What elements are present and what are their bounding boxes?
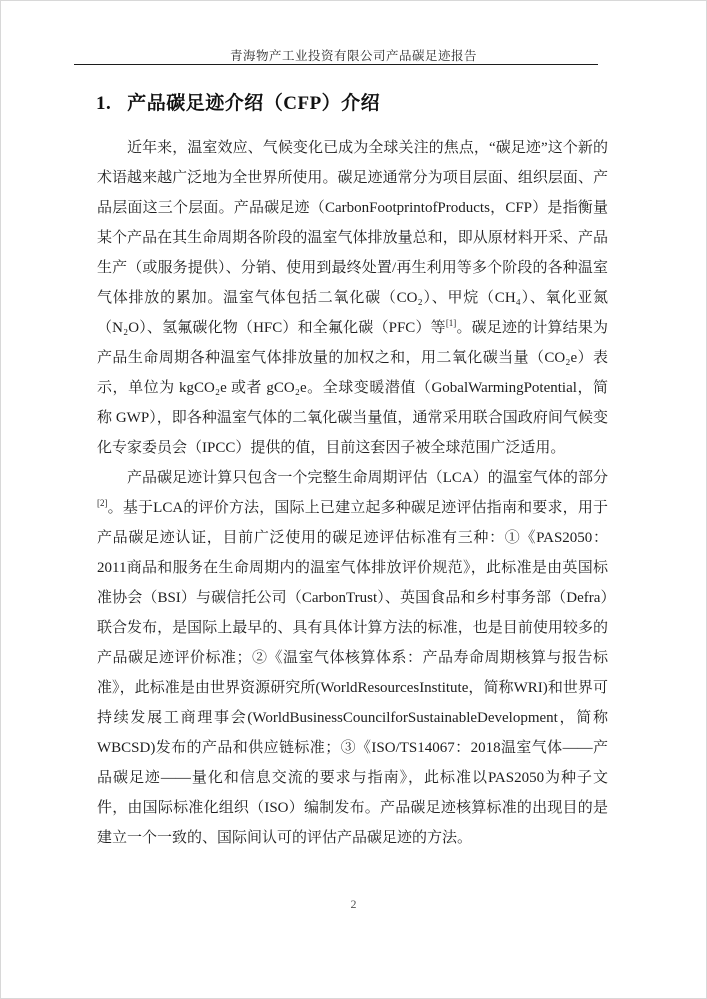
page-footer — [0, 897, 707, 912]
section-number: 1. — [96, 93, 112, 114]
body-paragraph: 近年来，温室效应、气候变化已成为全球关注的焦点，“碳足迹”这个新的术语越来越广泛地为全世界所使用。碳足迹通常分为项目层面、组织层面、产品层面这三个层面。产品碳足迹（CarbonFootprintofProducts，CFP）是指衡量某个产品在其生命周期各阶段的温室气体排放量总和，即从原材料开采、产品生产（或服务提供）、分销、使用到最终处置/再生利用等多个阶段的各种温室气体排放的累加。温室气体包括二氧化碳（CO₂）、甲烷（CH₄）、氧化亚氮（N₂O）、氢氟碳化物（HFC）和全氟化碳（PFC）等[1]。碳足迹的计算结果为产品生命周期各种温室气体排放量的加权之和，用二氧化碳当量（CO₂e）表示，单位为 kgCO₂e 或者 gCO₂e。全球变暖潜值（GobalWarmingPotential，简称 GWP），即各种温室气体的二氧化碳当量值，通常采用联合国政府间气候变化专家委员会（IPCC）提供的值，目前这套因子被全球范围广泛适用。 — [97, 140, 608, 456]
page-number: 2 — [350, 897, 357, 911]
section-heading — [96, 88, 380, 115]
header-title: 青海物产工业投资有限公司产品碳足迹报告 — [229, 49, 477, 63]
section-title: 产品碳足迹介绍（CFP）介绍 — [127, 93, 381, 114]
body-paragraph: 产品碳足迹计算只包含一个完整生命周期评估（LCA）的温室气体的部分[2]。基于LCA的评价方法，国际上已建立起多种碳足迹评估指南和要求，用于产品碳足迹认证，目前广泛使用的碳足迹评估标准有三种：①《PAS2050：2011商品和服务在生命周期内的温室气体排放评价规范》，此标准是由英国标准协会（BSI）与碳信托公司（CarbonTrust）、英国食品和乡村事务部（Defra）联合发布，是国际上最早的、具有具体计算方法的标准，也是目前使用较多的产品碳足迹评价标准；②《温室气体核算体系：产品寿命周期核算与报告标准》，此标准是由世界资源研究所(WorldResourcesInstitute，简称WRI)和世界可持续发展工商理事会(WorldBusinessCouncilforSustainableDevelopment，简称WBCSD)发布的产品和供应链标准；③《ISO/TS14067：2018温室气体——产品碳足迹——量化和信息交流的要求与指南》，此标准以PAS2050为种子文件，由国际标准化组织（ISO）编制发布。产品碳足迹核算标准的出现目的是建立一个一致的、国际间认可的评估产品碳足迹的方法。 — [97, 470, 608, 846]
document-body — [97, 133, 608, 853]
header-rule — [74, 64, 598, 65]
